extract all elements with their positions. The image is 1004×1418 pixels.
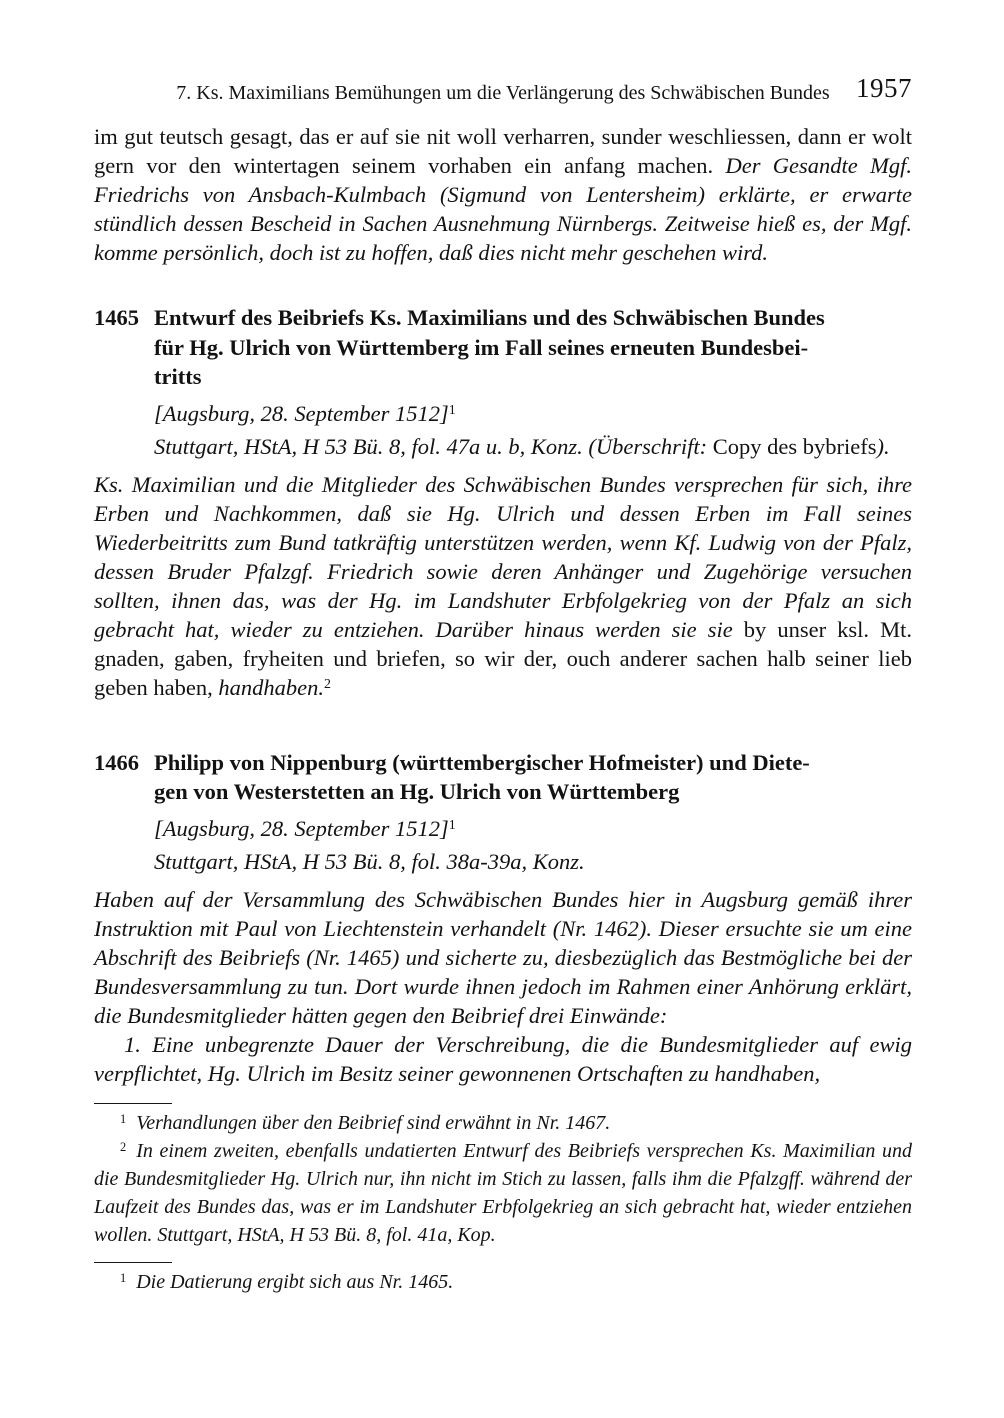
footnote-text: Die Datierung ergibt sich aus Nr. 1465. [136,1270,454,1293]
footnote [94,1137,912,1249]
footnote-marker: 1 [120,1111,127,1126]
footnote-text: Verhandlungen über den Beibrief sind erwähnt in Nr. 1467. [136,1111,611,1134]
summary-text-italic: Ks. Maximilian und die Mitglieder des Schwäbischen Bundes versprechen für sich, ihre Erben und Nachkommen, daß sie Hg. Ulrich und dessen Erben im Fall seines Wiederbeitritts zum Bund tatkräftig unterstützen werden, wenn Kf. Ludwig von der Pfalz, dessen Bruder Pfalzgf. Friedrich sowie deren Anhänger und Zugehörige versuchen sollten, ihnen das, was der Hg. im Landshuter Erbfolgekrieg von der Pfalz an sich gebracht hat, wieder zu entziehen. Darüber hinaus werden sie sie [94,471,912,642]
footnote-group-entry-1465 [94,1103,912,1249]
footnote-separator-rule [94,1103,172,1104]
entry-date-text: [Augsburg, 28. September 1512] [154,815,449,841]
footnote-reference: 2 [323,677,331,693]
source-text-italic-end: ). [876,433,890,459]
footnote-marker: 1 [120,1270,127,1285]
source-overline-roman: Copy des bybriefs [712,433,877,459]
intro-quote-text: im gut teutsch gesagt, das er auf sie nit woll verharren, sunder weschliessen, dann er wolt gern vor den wintertagen seinem vorhaben ein anfang machen. [94,124,912,178]
entry-source-line [154,847,912,876]
entry-heading [94,303,912,392]
running-head-title: 7. Ks. Maximilians Bemühungen um die Verlängerung des Schwäbischen Bundes [176,82,830,104]
footnote-marker: 2 [120,1139,127,1154]
entry-number: 1465 [94,305,139,330]
entry-heading [94,748,912,807]
footnote-reference: 1 [448,403,456,419]
summary-quote-roman: by unser ksl. Mt. gnaden, gaben, fryheiten und briefen, so wir der, ouch anderer sachen halb seiner lieb geben haben, [94,616,913,700]
entry-heading-line: gen von Westerstetten an Hg. Ulrich von Württemberg [154,779,680,804]
footnotes-section [94,1103,912,1296]
footnote-text: In einem zweiten, ebenfalls undatierten Entwurf des Beibriefs versprechen Ks. Maximilian und die Bundesmitglieder Hg. Ulrich nur, ihn nicht im Stich zu lassen, falls ihm die Pfalzgff. während der Laufzeit des Bundes das, was er im Landshuter Erbfolgekrieg an sich gebracht hat, wieder entziehen wollen. Stuttgart, HStA, H 53 Bü. 8, fol. 41a, Kop. [94,1139,912,1246]
entry-number: 1466 [94,749,139,775]
entry-date-text: [Augsburg, 28. September 1512] [154,400,449,426]
footnote-separator-rule [94,1262,172,1263]
running-head [94,73,912,106]
entry-summary-continued [94,1030,912,1088]
entry-heading-line: Philipp von Nippenburg (württembergischer Hofmeister) und Diete- [154,749,810,775]
page-number: 1957 [856,73,912,103]
text-block [94,73,913,1296]
entry-1465 [94,303,912,702]
entry-heading-line: tritts [154,364,202,389]
entry-date-line [154,814,912,843]
intro-paragraph [94,122,912,267]
summary-text-italic: Haben auf der Versammlung des Schwäbischen Bundes hier in Augsburg gemäß ihrer Instruktion mit Paul von Liechtenstein verhandelt (Nr. 1462). Dieser ersuchte sie um eine Abschrift des Beibriefs (Nr. 1465) und sicherte zu, diesbezüglich das Bestmögliche bei der Bundesversammlung zu tun. Dort wurde ihnen jedoch im Rahmen einer Anhörung erklärt, die Bundesmitglieder hätten gegen den Beibrief drei Einwände: [94,886,912,1028]
summary-text-italic-end: handhaben. [218,674,324,700]
source-text-italic: Stuttgart, HStA, H 53 Bü. 8, fol. 38a-39a, Konz. [154,848,585,874]
entry-1466 [94,748,912,1088]
intro-commentary-text: Der Gesandte Mgf. Friedrichs von Ansbach-Kulmbach (Sigmund von Lentersheim) erklärte, er erwarte stündlich dessen Bescheid in Sachen Ausnehmung Nürnbergs. Zeitweise hieß es, der Mgf. komme persönlich, doch ist zu hoffen, daß dies nicht mehr geschehen wird. [94,153,912,265]
footnote [94,1109,912,1137]
entry-heading-line: Entwurf des Beibriefs Ks. Maximilians und des Schwäbischen Bundes [154,305,825,330]
entry-heading-line: für Hg. Ulrich von Württemberg im Fall seines erneuten Bundesbei- [154,334,809,360]
footnote-reference: 1 [448,818,456,834]
footnote-group-entry-1466 [94,1262,912,1296]
entry-summary [94,470,912,702]
summary-text-italic: 1. Eine unbegrenzte Dauer der Verschreibung, die die Bundesmitglieder auf ewig verpflichtet, Hg. Ulrich im Besitz seiner gewonnenen Ortschaften zu handhaben, [94,1031,912,1086]
entry-summary [94,885,912,1030]
entry-date-line [154,399,912,428]
source-text-italic: Stuttgart, HStA, H 53 Bü. 8, fol. 47a u. b, Konz. (Überschrift: [154,433,713,459]
footnote [94,1268,912,1296]
entry-source-line [154,432,912,461]
